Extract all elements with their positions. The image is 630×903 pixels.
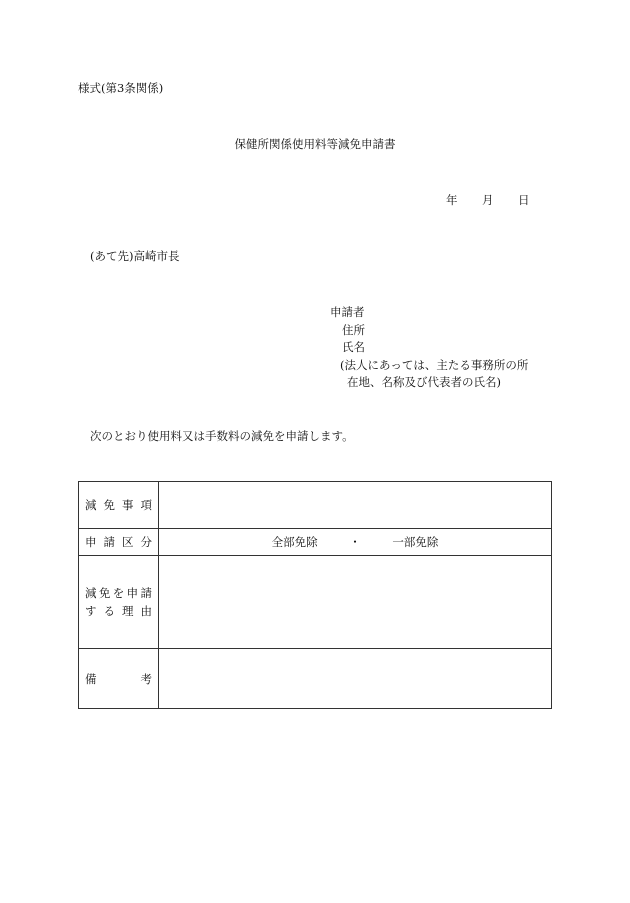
partial-exemption-option[interactable]: 一部免除 [392, 535, 439, 549]
application-type-label [79, 529, 159, 556]
label-char: 由 [140, 604, 152, 618]
remarks-field[interactable] [159, 649, 552, 709]
applicant-note-line2: 在地、名称及び代表者の氏名) [347, 375, 501, 389]
application-type-options [159, 529, 552, 556]
label-char: 請 [140, 586, 152, 600]
label-char: 考 [140, 671, 152, 686]
applicant-address-label: 住所 [342, 322, 365, 337]
addressee: (あて先)高崎市長 [90, 249, 180, 263]
applicant-name-label: 氏名 [342, 340, 365, 354]
label-char: 備 [85, 671, 97, 686]
applicant-heading: 申請者 [330, 305, 365, 319]
remarks-label [79, 649, 159, 709]
table-row-exemption-item [79, 482, 552, 529]
label-char: 減 [85, 586, 97, 600]
form-number-label: 様式(第3条関係) [78, 81, 164, 95]
exemption-item-field[interactable] [159, 482, 552, 529]
reason-label [79, 556, 159, 649]
table-row-application-type [79, 529, 552, 556]
reason-field[interactable] [159, 556, 552, 649]
date-month-label: 月 [482, 193, 494, 207]
label-char: 事 [122, 498, 134, 512]
label-char: 減 [85, 498, 97, 512]
application-statement: 次のとおり使用料又は手数料の減免を申請します。 [90, 429, 354, 443]
label-char: 免 [103, 498, 115, 512]
label-char: を [112, 586, 125, 600]
label-char: 区 [122, 535, 134, 549]
document-title: 保健所関係使用料等減免申請書 [234, 137, 396, 151]
exemption-item-label [79, 482, 159, 529]
label-char: 理 [122, 604, 134, 618]
label-char: 請 [103, 535, 115, 549]
label-char: す [85, 604, 97, 618]
table-row-remarks [79, 649, 552, 709]
label-char: る [103, 604, 115, 618]
label-char: 項 [140, 498, 152, 512]
label-char: 申 [126, 586, 139, 600]
full-exemption-option[interactable]: 全部免除 [271, 535, 318, 549]
application-detail-table [78, 481, 552, 709]
label-char: 免 [98, 586, 111, 600]
table-row-reason [79, 556, 552, 649]
date-year-label: 年 [446, 193, 458, 207]
applicant-block [330, 304, 528, 392]
option-separator: ・ [349, 535, 361, 549]
applicant-note-line1: (法人にあっては、主たる事務所の所 [340, 357, 529, 372]
date-day-label: 日 [518, 193, 530, 207]
label-char: 申 [85, 535, 97, 549]
label-char: 分 [140, 535, 152, 549]
date-line [446, 192, 530, 208]
